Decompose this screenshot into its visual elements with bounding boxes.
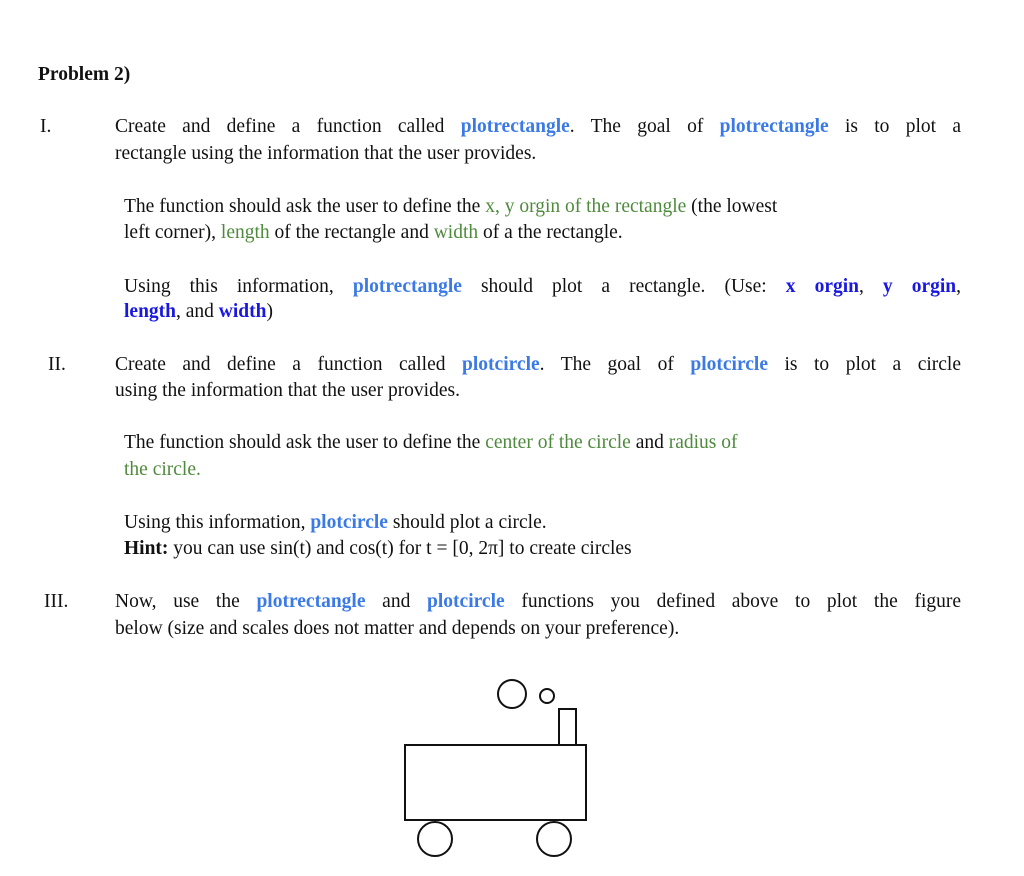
wheel-right	[537, 822, 571, 856]
highlight: center of the circle	[485, 432, 631, 453]
function-name: plotrectangle	[256, 591, 366, 612]
part2-line2: using the information that the user provides.	[115, 380, 460, 401]
param: x orgin	[785, 276, 859, 297]
smoke-circle-small	[540, 689, 554, 703]
text: of the rectangle and	[269, 222, 434, 243]
function-name: plotcircle	[462, 354, 540, 375]
text: should plot a circle.	[387, 512, 547, 533]
body-rect	[405, 745, 586, 820]
param: width	[218, 301, 267, 322]
hint-label: Hint:	[124, 538, 169, 559]
text: and	[365, 591, 428, 612]
text: The function should ask the user to define the	[124, 432, 486, 453]
function-name: plotcircle	[690, 354, 768, 375]
text: ,	[956, 276, 962, 297]
text: left corner),	[124, 222, 221, 243]
param: y orgin	[882, 276, 957, 297]
highlight: length	[220, 222, 270, 243]
highlight: width	[433, 222, 479, 243]
highlight: radius of	[668, 432, 738, 453]
numeral-3: III.	[44, 591, 69, 612]
text: , and	[176, 301, 219, 322]
text: functions you defined above to plot the figure	[504, 591, 962, 612]
text: Now, use the	[115, 591, 257, 612]
text: should plot a rectangle. (Use:	[461, 276, 786, 297]
text: . The goal of	[539, 354, 691, 375]
text: and	[630, 432, 669, 453]
text: Create and define a function called	[115, 354, 463, 375]
text: Create and define a function called	[115, 116, 461, 137]
highlight: x, y orgin of the rectangle	[485, 196, 687, 217]
numeral-1: I.	[40, 116, 52, 137]
text: . The goal of	[569, 116, 720, 137]
text: of a the rectangle.	[478, 222, 623, 243]
text: is to plot a circle	[767, 354, 962, 375]
wheel-left	[418, 822, 452, 856]
function-name: plotcircle	[310, 512, 388, 533]
text: you can use sin(t) and cos(t) for t = [0, 2π] to create circles	[168, 538, 632, 559]
text: is to plot a	[828, 116, 961, 137]
smoke-circle-large	[498, 680, 526, 708]
function-name: plotrectangle	[719, 116, 829, 137]
text: (the lowest	[686, 196, 778, 217]
part1-line2: rectangle using the information that the user provides.	[115, 143, 537, 164]
text: ,	[858, 276, 883, 297]
part2b-line2: the circle.	[124, 459, 201, 480]
text: The function should ask the user to define the	[124, 196, 486, 217]
chimney-rect	[559, 709, 576, 745]
function-name: plotrectangle	[460, 116, 570, 137]
numeral-2: II.	[48, 354, 66, 375]
param: length	[124, 301, 177, 322]
text: Using this information,	[124, 512, 311, 533]
function-name: plotcircle	[427, 591, 505, 612]
part3-line2: below (size and scales does not matter and depends on your preference).	[115, 618, 680, 639]
function-name: plotrectangle	[352, 276, 462, 297]
text: )	[266, 301, 273, 322]
problem-title: Problem 2)	[38, 64, 131, 85]
text: Using this information,	[124, 276, 353, 297]
